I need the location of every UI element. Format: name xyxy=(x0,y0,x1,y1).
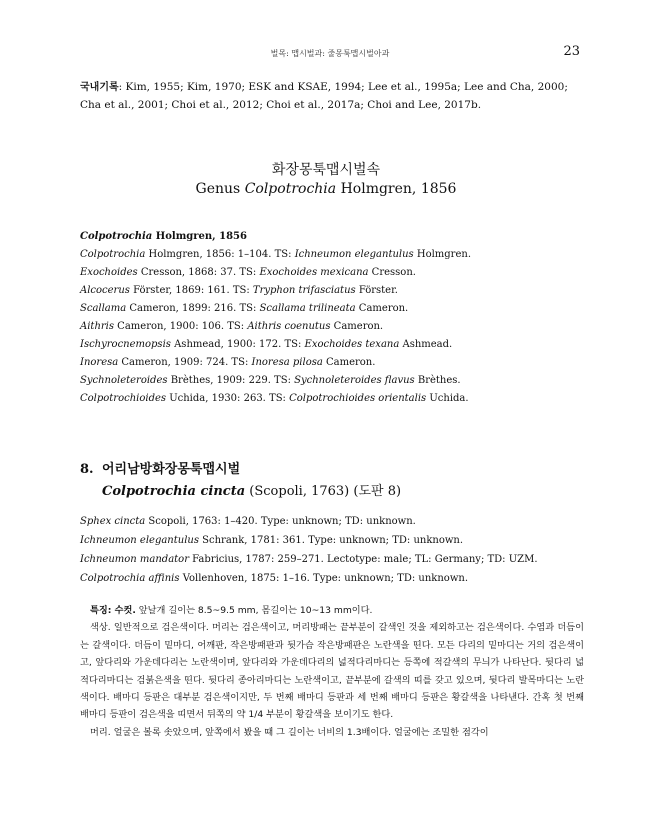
type-species-author: Holmgren. xyxy=(413,249,471,260)
synonym-reference: Cameron, 1899: 216. TS: xyxy=(126,303,260,314)
type-species-name: Inoresa pilosa xyxy=(251,357,323,368)
genus-synonym-item xyxy=(80,246,584,264)
species-synonym-details: Scopoli, 1763: 1–420. Type: unknown; TD: unknown. xyxy=(145,516,416,527)
species-synonym-item xyxy=(80,550,584,569)
synonym-reference: Brèthes, 1909: 229. TS: xyxy=(167,375,295,386)
type-species-name: Sychnoleteroides flavus xyxy=(294,375,415,386)
synonym-genus-name: Sychnoleteroides xyxy=(80,375,168,386)
synonym-reference: Cameron, 1909: 724. TS: xyxy=(118,357,252,368)
species-synonym-item xyxy=(80,512,584,531)
type-species-name: Exochoides mexicana xyxy=(259,267,369,278)
type-species-author: Ashmead. xyxy=(399,339,453,350)
synonym-genus-name: Ischyrocnemopsis xyxy=(80,339,171,350)
type-species-name: Exochoides texana xyxy=(304,339,400,350)
genus-synonym-heading xyxy=(80,228,584,246)
species-synonym-details: Fabricius, 1787: 259–271. Lectotype: male; TL: Germany; TD: UZM. xyxy=(188,554,538,565)
type-species-name: Tryphon trifasciatus xyxy=(252,285,356,296)
domestic-records-label: 국내기록 xyxy=(80,82,119,93)
page-number: 23 xyxy=(563,44,580,59)
features-text: 앞날개 길이는 8.5~9.5 mm, 몸길이는 10~13 mm이다. xyxy=(135,605,373,616)
species-heading xyxy=(80,458,584,499)
species-plate-ref: (도판 8) xyxy=(353,484,402,499)
type-species-author: Cresson. xyxy=(368,267,416,278)
color-paragraph: 색상. 일반적으로 검은색이다. 머리는 검은색이고, 머리방패는 끝부분이 갈색인 것을 제외하고는 검은색이다. 수염과 더듬이는 갈색이다. 더듬이 밑마디, 어깨판, 작은방패판과 뒷가슴 작은방패판은 노란색을 띤다. 모든 다리의 밑마디는 거의 검은색이고, 앞다리와 가운데다리는 노란색이며, 앞다리와 가운데다리의 넓적다리마디는 등쪽에 적갈색의 무늬가 나타난다. 뒷다리 넓적다리마디는 검붉은색을 띤다. 뒷다리 종아리마디는 노란색이고, 끝부분에 갈색의 띠를 갖고 있으며, 뒷다리 발목마디는 노란색이다. 배마디 등판은 대부분 검은색이지만, 두 번째 배마디 등판과 세 번째 배마디 등판은 황갈색을 나타낸다. 간혹 첫 번째 배마디 등판이 검은색을 띠면서 뒤쪽의 약 1/4 부분이 황갈색을 보이기도 한다. xyxy=(80,622,584,721)
genus-synonym-item xyxy=(80,354,584,372)
genus-korean-title: 화장몽툭맵시벌속 xyxy=(271,162,381,178)
synonym-genus-name: Colpotrochia xyxy=(80,249,146,260)
domestic-records xyxy=(80,79,584,115)
domestic-records-text: : Kim, 1955; Kim, 1970; ESK and KSAE, 1994; Lee et al., 1995a; Lee and Cha, 2000; Cha et al., 2001; Choi et al., 2012; Choi et al., 2017a; Choi and Lee, 2017b. xyxy=(80,81,568,111)
synonym-genus-name: Aithris xyxy=(80,321,114,332)
genus-synonym-list xyxy=(80,228,584,408)
synonym-reference: Uchida, 1930: 263. TS: xyxy=(166,393,290,404)
species-synonym-list xyxy=(80,512,584,588)
species-synonym-item xyxy=(80,569,584,588)
species-synonym-item xyxy=(80,531,584,550)
genus-heading-name: Colpotrochia xyxy=(80,231,153,242)
species-synonym-details: Schrank, 1781: 361. Type: unknown; TD: unknown. xyxy=(198,535,464,546)
genus-name: Colpotrochia xyxy=(244,181,337,197)
genus-synonym-item xyxy=(80,318,584,336)
species-synonym-name: Sphex cincta xyxy=(80,516,146,527)
synonym-reference: Ashmead, 1900: 172. TS: xyxy=(170,339,305,350)
type-species-author: Cameron. xyxy=(355,303,409,314)
species-synonym-name: Ichneumon elegantulus xyxy=(80,535,199,546)
type-species-author: Cameron. xyxy=(330,321,384,332)
type-species-author: Förster. xyxy=(355,285,398,296)
genus-synonym-item xyxy=(80,372,584,390)
synonym-reference: Förster, 1869: 161. TS: xyxy=(129,285,253,296)
synonym-genus-name: Inoresa xyxy=(80,357,119,368)
running-title: 벌목: 맵시벌과: 줄몽툭맵시벌아과 xyxy=(270,49,390,58)
species-name: Colpotrochia cincta xyxy=(102,484,246,499)
running-header xyxy=(80,44,580,60)
genus-heading-author: Holmgren, 1856 xyxy=(152,231,247,242)
species-number: 8. xyxy=(80,462,94,477)
species-author: (Scopoli, 1763) xyxy=(245,484,354,499)
synonym-reference: Cresson, 1868: 37. TS: xyxy=(137,267,260,278)
synonym-reference: Cameron, 1900: 106. TS: xyxy=(114,321,248,332)
genus-synonym-item xyxy=(80,300,584,318)
head-paragraph: 머리. 얼굴은 볼록 솟았으며, 앞쪽에서 봤을 때 그 길이는 너비의 1.3배이다. 얼굴에는 조밀한 점각이 xyxy=(90,726,489,738)
features-label: 특징: 수컷. xyxy=(90,605,136,616)
genus-synonym-item xyxy=(80,390,584,408)
synonym-genus-name: Scallama xyxy=(80,303,127,314)
species-synonym-name: Colpotrochia affinis xyxy=(80,573,180,584)
species-synonym-details: Vollenhoven, 1875: 1–16. Type: unknown; TD: unknown. xyxy=(179,573,468,584)
synonym-genus-name: Colpotrochioides xyxy=(80,393,167,404)
genus-synonym-item xyxy=(80,264,584,282)
synonym-genus-name: Alcocerus xyxy=(80,285,130,296)
species-description xyxy=(80,602,584,741)
genus-author: Holmgren, 1856 xyxy=(336,181,457,197)
type-species-name: Scallama trilineata xyxy=(259,303,356,314)
type-species-name: Colpotrochioides orientalis xyxy=(289,393,427,404)
type-species-author: Cameron. xyxy=(322,357,376,368)
type-species-name: Ichneumon elegantulus xyxy=(294,249,414,260)
type-species-name: Aithris coenutus xyxy=(247,321,331,332)
genus-synonym-item xyxy=(80,282,584,300)
genus-prefix: Genus xyxy=(195,181,245,197)
synonym-reference: Holmgren, 1856: 1–104. TS: xyxy=(145,249,295,260)
type-species-author: Uchida. xyxy=(426,393,469,404)
genus-synonym-item xyxy=(80,336,584,354)
genus-title xyxy=(0,181,652,197)
species-korean-name: 어리남방화장몽툭맵시벌 xyxy=(102,462,241,477)
type-species-author: Brèthes. xyxy=(414,375,461,386)
synonym-genus-name: Exochoides xyxy=(80,267,138,278)
species-synonym-name: Ichneumon mandator xyxy=(80,554,189,565)
